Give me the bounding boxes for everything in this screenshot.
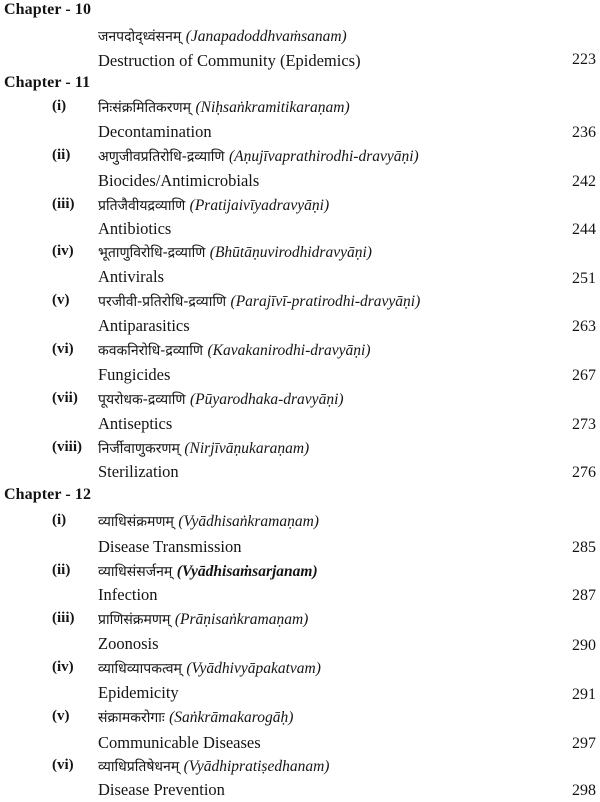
- sanskrit-title: [98, 27, 347, 46]
- devanagari-title: परजीवी-प्रतिरोधि-द्रव्याणि: [98, 294, 227, 310]
- sanskrit-title: [98, 98, 350, 117]
- devanagari-title: व्याधिव्यापकत्वम्: [98, 661, 182, 677]
- transliteration: (Vyādhipratiṣedhanam): [183, 758, 330, 775]
- page-number: 287: [572, 587, 596, 604]
- entry-number: (iii): [52, 196, 75, 212]
- sanskrit-title: [98, 708, 293, 727]
- entry-number: (viii): [52, 439, 82, 455]
- english-title: Antivirals: [98, 267, 164, 286]
- sanskrit-title: [98, 243, 372, 262]
- english-title: Destruction of Community (Epidemics): [98, 51, 361, 70]
- english-title: Fungicides: [98, 365, 171, 384]
- devanagari-title: भूताणुविरोधि-द्रव्याणि: [98, 245, 206, 261]
- english-title: Antibiotics: [98, 219, 172, 238]
- page-number: 263: [572, 318, 596, 335]
- sanskrit-title: [98, 341, 371, 360]
- sanskrit-title: [98, 196, 329, 215]
- sanskrit-title: [98, 562, 318, 581]
- english-title: Disease Transmission: [98, 537, 242, 556]
- devanagari-title: निर्जीवाणुकरणम्: [98, 441, 180, 457]
- devanagari-title: प्रतिजैवीयद्रव्याणि: [98, 198, 186, 214]
- devanagari-title: पूयरोधक-द्रव्याणि: [98, 392, 186, 408]
- entry-number: (i): [52, 512, 67, 528]
- sanskrit-title: [98, 292, 420, 311]
- page-number: 267: [572, 367, 596, 384]
- transliteration: (Pratijaivīyadravyāṇi): [189, 197, 330, 214]
- entry-number: (iv): [52, 659, 74, 675]
- page-number: 251: [572, 270, 596, 287]
- page-number: 298: [572, 782, 596, 799]
- transliteration: (Saṅkrāmakarogāḥ): [169, 709, 294, 726]
- sanskrit-title: [98, 390, 344, 409]
- sanskrit-title: [98, 757, 329, 776]
- devanagari-title: जनपदोद्ध्वंसनम्: [98, 29, 182, 45]
- page-number: 285: [572, 539, 596, 556]
- entry-number: (iv): [52, 243, 74, 259]
- english-title: Communicable Diseases: [98, 733, 261, 752]
- sanskrit-title: [98, 439, 309, 458]
- page-number: 276: [572, 464, 596, 481]
- transliteration: (Vyādhisaṁsarjanam): [176, 563, 318, 580]
- transliteration: (Pūyarodhaka-dravyāṇi): [190, 391, 344, 408]
- page-number: 244: [572, 221, 596, 238]
- english-title: Biocides/Antimicrobials: [98, 171, 260, 190]
- transliteration: (Aṇujīvaprathirodhi-dravyāṇi): [229, 148, 419, 165]
- entry-number: (iii): [52, 610, 75, 626]
- english-title: Sterilization: [98, 462, 179, 481]
- chapter-heading: Chapter - 10: [4, 1, 92, 18]
- transliteration: (Niḥsaṅkramitikaraṇam): [195, 99, 350, 116]
- page-number: 236: [572, 124, 596, 141]
- page-number: 242: [572, 173, 596, 190]
- chapter-heading: Chapter - 12: [4, 486, 92, 503]
- entry-number: (vi): [52, 341, 74, 357]
- transliteration: (Vyādhivyāpakatvam): [186, 660, 321, 677]
- transliteration: (Bhūtāṇuvirodhidravyāṇi): [209, 244, 372, 261]
- sanskrit-title: [98, 147, 419, 166]
- devanagari-title: व्याधिसंक्रमणम्: [98, 514, 174, 530]
- page-number: 223: [572, 51, 596, 68]
- page-number: 290: [572, 637, 596, 654]
- entry-number: (v): [52, 292, 70, 308]
- entry-number: (vii): [52, 390, 78, 406]
- devanagari-title: प्राणिसंक्रमणम्: [98, 612, 171, 628]
- chapter-heading: Chapter - 11: [4, 74, 91, 91]
- english-title: Decontamination: [98, 122, 212, 141]
- devanagari-title: अणुजीवप्रतिरोधि-द्रव्याणि: [98, 149, 225, 165]
- entry-number: (v): [52, 708, 70, 724]
- entry-number: (ii): [52, 562, 71, 578]
- english-title: Infection: [98, 585, 158, 604]
- devanagari-title: व्याधिप्रतिषेधनम्: [98, 759, 180, 775]
- devanagari-title: संक्रामकरोगाः: [98, 710, 165, 726]
- transliteration: (Prāṇisaṅkramaṇam): [174, 611, 309, 628]
- english-title: Zoonosis: [98, 634, 159, 653]
- transliteration: (Vyādhisaṅkramaṇam): [178, 513, 319, 530]
- entry-number: (vi): [52, 757, 74, 773]
- devanagari-title: व्याधिसंसर्जनम्: [98, 564, 173, 580]
- transliteration: (Janapadoddhvaṁsanam): [185, 28, 347, 45]
- sanskrit-title: [98, 512, 319, 531]
- english-title: Antiseptics: [98, 414, 173, 433]
- entry-number: (i): [52, 98, 67, 114]
- page-number: 297: [572, 735, 596, 752]
- sanskrit-title: [98, 610, 308, 629]
- transliteration: (Kavakanirodhi-dravyāṇi): [207, 342, 371, 359]
- devanagari-title: निःसंक्रमितिकरणम्: [98, 100, 192, 116]
- transliteration: (Nirjīvāṇukaraṇam): [184, 440, 310, 457]
- entry-number: (ii): [52, 147, 71, 163]
- sanskrit-title: [98, 659, 321, 678]
- transliteration: (Parajīvī-pratirodhi-dravyāṇi): [230, 293, 421, 310]
- devanagari-title: कवकनिरोधि-द्रव्याणि: [98, 343, 204, 359]
- english-title: Antiparasitics: [98, 316, 190, 335]
- page-number: 273: [572, 416, 596, 433]
- page-number: 291: [572, 686, 596, 703]
- english-title: Epidemicity: [98, 683, 179, 702]
- english-title: Disease Prevention: [98, 780, 225, 799]
